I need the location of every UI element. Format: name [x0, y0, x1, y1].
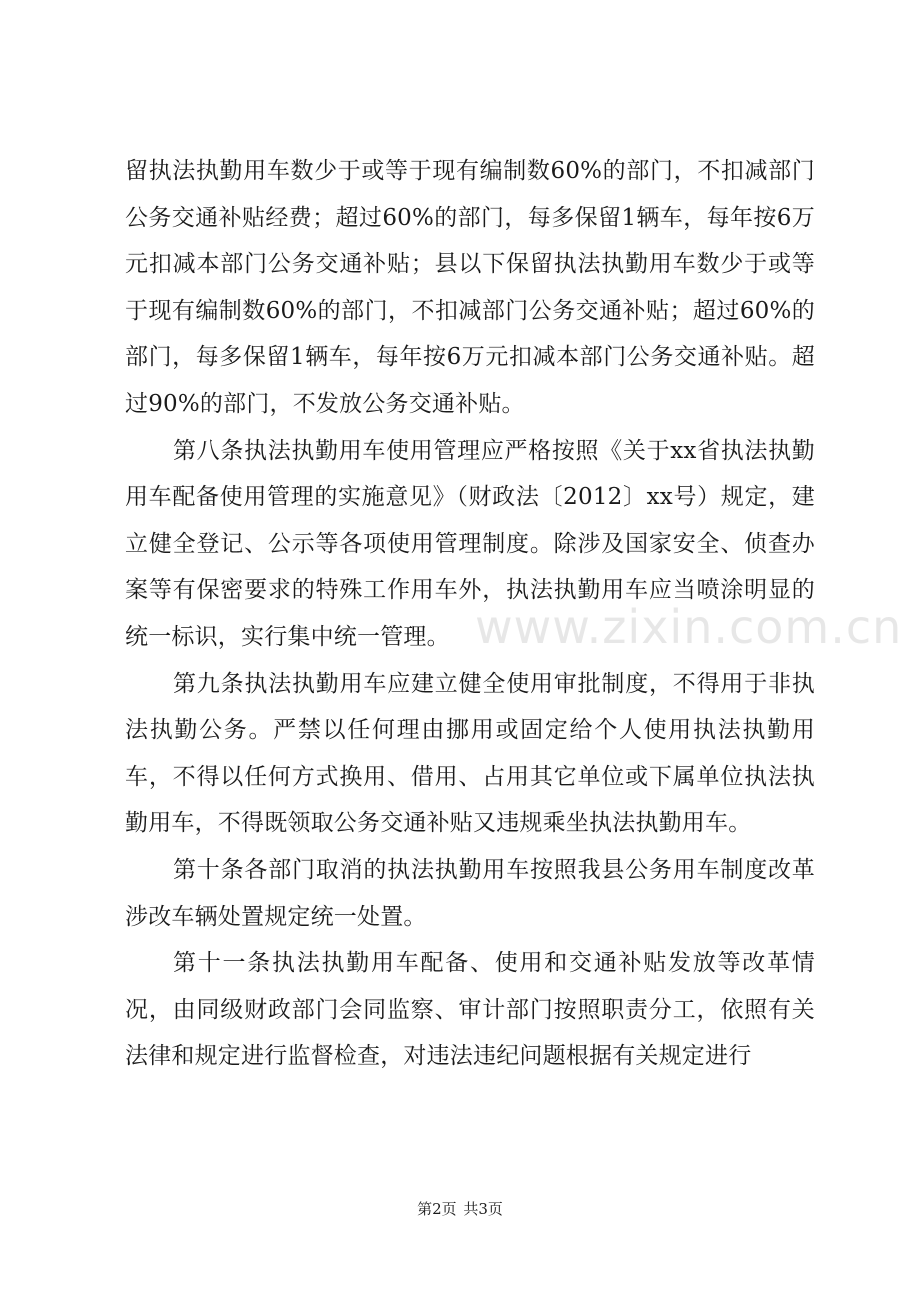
paragraph-article-10: 第十条各部门取消的执法执勤用车按照我县公务用车制度改革涉改车辆处置规定统一处置。 [125, 856, 815, 930]
paragraph-article-11: 第十一条执法执勤用车配备、使用和交通补贴发放等改革情况，由同级财政部门会同监察、审计部门按照职责分工，依照有关法律和规定进行监督检查，对违法违纪问题根据有关规定进行 [125, 950, 815, 1070]
paragraph-article-9: 第九条执法执勤用车应建立健全使用审批制度，不得用于非执法执勤公务。严禁以任何理由挪用或固定给个人使用执法执勤用车，不得以任何方式换用、借用、占用其它单位或下属单位执法执勤用车，不得既领取公务交通补贴又违规乘坐执法执勤用车。 [125, 670, 815, 837]
paragraph-continuation: 留执法执勤用车数少于或等于现有编制数60%的部门，不扣减部门公务交通补贴经费；超过60%的部门，每多保留1辆车，每年按6万元扣减本部门公务交通补贴；县以下保留执法执勤用车数少于或等于现有编制数60%的部门，不扣减部门公务交通补贴；超过60%的部门，每多保留1辆车，每年按6万元扣减本部门公务交通补贴。超过90%的部门，不发放公务交通补贴。 [125, 158, 815, 417]
document-body [125, 148, 815, 1080]
paragraph-article-8: 第八条执法执勤用车使用管理应严格按照《关于xx省执法执勤用车配备使用管理的实施意见》（财政法〔2012〕xx号）规定，建立健全登记、公示等各项使用管理制度。除涉及国家安全、侦查办案等有保密要求的特殊工作用车外，执法执勤用车应当喷涂明显的统一标识，实行集中统一管理。 [125, 437, 815, 650]
watermark: www.zixin.com.cn [475, 600, 903, 654]
page-footer: 第2页 共3页 [417, 1200, 503, 1218]
